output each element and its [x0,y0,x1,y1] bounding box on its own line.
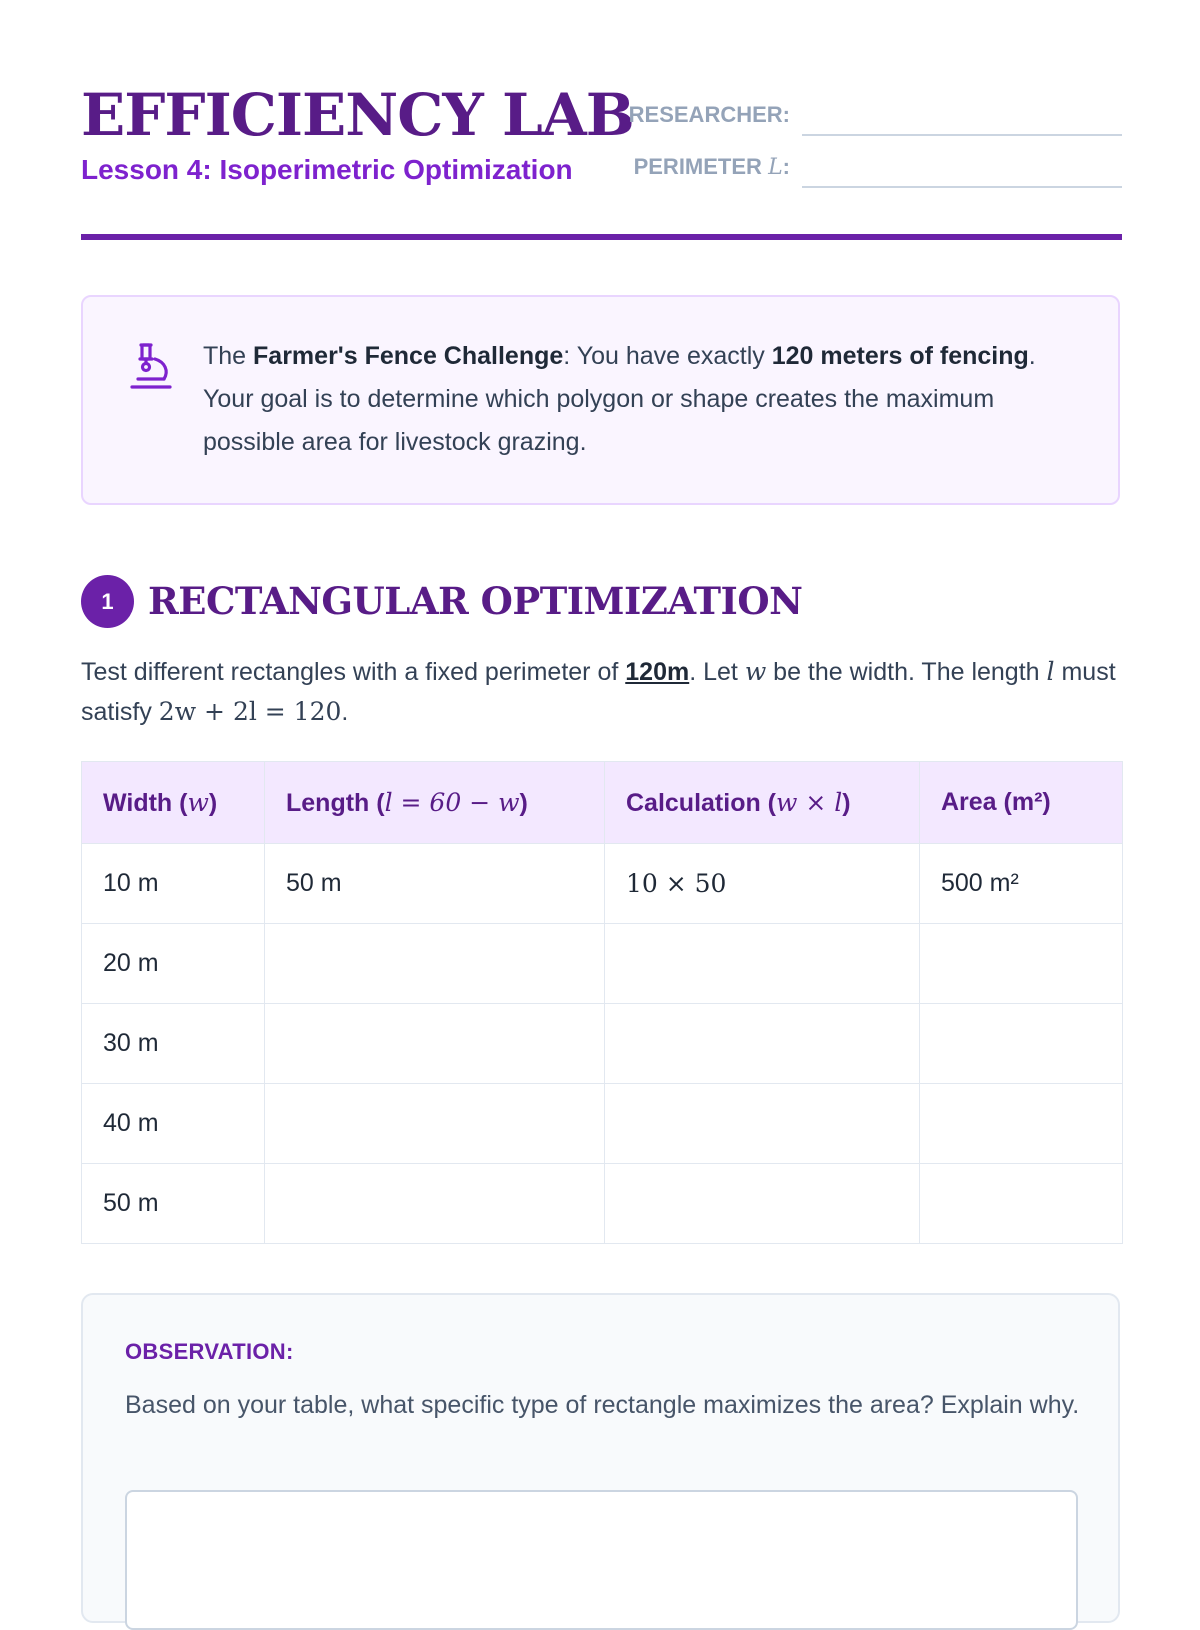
table-header-row [82,762,1123,844]
intro-text-2: : You have exactly [563,342,772,370]
col-header-label: Width ( [103,788,188,817]
perimeter-input[interactable] [802,158,1122,188]
step-number-badge: 1 [81,575,134,628]
col-header-math: w [187,787,209,817]
page-title: EFFICIENCY LAB [81,81,634,149]
fencing-amount: 120 meters of fencing [771,342,1029,370]
table-row [82,924,1123,1004]
col-header-label: Length ( [286,788,385,817]
perimeter-label [634,154,790,180]
cell-calculation[interactable] [605,1084,920,1164]
cell-width: 10 m [82,844,265,924]
var-l: l [1046,657,1055,686]
observation-label: OBSERVATION: [125,1339,294,1364]
worksheet-header [81,80,1122,240]
instr-text-5: . [341,698,349,726]
observation-answer-field[interactable] [125,1490,1078,1630]
cell-width: 50 m [82,1164,265,1244]
cell-area[interactable] [920,924,1123,1004]
intro-text-3: . Your goal is to determine which polygon or shape creates the maximum possible area for livestock grazing. [203,342,1036,456]
challenge-name: Farmer's Fence Challenge [253,342,564,370]
perimeter-equation: 2w + 2l = 120 [158,697,342,726]
section-instructions [81,652,1122,732]
cell-area[interactable] [920,1164,1123,1244]
instr-text-3: be the width. The length [766,658,1047,686]
header-divider [81,234,1122,240]
perimeter-field [626,148,1122,188]
cell-width: 20 m [82,924,265,1004]
table-row [82,1084,1123,1164]
cell-length: 50 m [265,844,605,924]
perimeter-label-text: PERIMETER [633,154,762,179]
lesson-subtitle: Lesson 4: Isoperimetric Optimization [81,154,573,185]
microscope-icon [127,339,175,391]
col-header-length [265,762,605,844]
col-header-label: Calculation ( [626,788,777,817]
intro-text-1: The [203,342,254,370]
cell-area[interactable] [920,1084,1123,1164]
cell-calculation[interactable] [605,924,920,1004]
intro-text [203,335,1083,464]
cell-calculation[interactable] [605,1004,920,1084]
cell-area: 500 m² [920,844,1123,924]
observation-box [81,1293,1120,1623]
col-header-math: w × l [776,787,843,817]
researcher-field [626,96,1122,136]
table-row [82,1004,1123,1084]
col-header-label: Area (m²) [941,788,1051,816]
cell-width: 30 m [82,1004,265,1084]
rectangle-table [81,761,1123,1244]
cell-calculation: 10 × 50 [605,844,920,924]
instr-text-2: . Let [689,658,745,686]
cell-length[interactable] [265,1004,605,1084]
cell-length[interactable] [265,1164,605,1244]
col-header-end: ) [519,788,528,817]
table-row [82,844,1123,924]
intro-callout [81,295,1120,505]
col-header-end: ) [208,788,218,817]
perimeter-value: 120m [625,658,690,686]
cell-area[interactable] [920,1004,1123,1084]
cell-calculation[interactable] [605,1164,920,1244]
cell-width: 40 m [82,1084,265,1164]
cell-length[interactable] [265,1084,605,1164]
table-row [82,1164,1123,1244]
instr-text-4: must satisfy [81,658,1116,726]
var-w: w [744,657,767,686]
section-heading [81,575,1122,629]
perimeter-colon: : [782,154,790,179]
col-header-math: l = 60 − w [384,787,520,817]
cell-length[interactable] [265,924,605,1004]
col-header-end: ) [842,788,851,817]
observation-question: Based on your table, what specific type of rectangle maximizes the area? Explain why. [125,1391,1080,1419]
researcher-input[interactable] [802,106,1122,136]
perimeter-symbol: L [768,155,783,180]
col-header-width [82,762,265,844]
col-header-area [920,762,1123,844]
section-title: RECTANGULAR OPTIMIZATION [148,579,803,623]
col-header-calculation [605,762,920,844]
researcher-label: RESEARCHER: [628,102,790,127]
instr-text-1: Test different rectangles with a fixed perimeter of [81,658,626,686]
